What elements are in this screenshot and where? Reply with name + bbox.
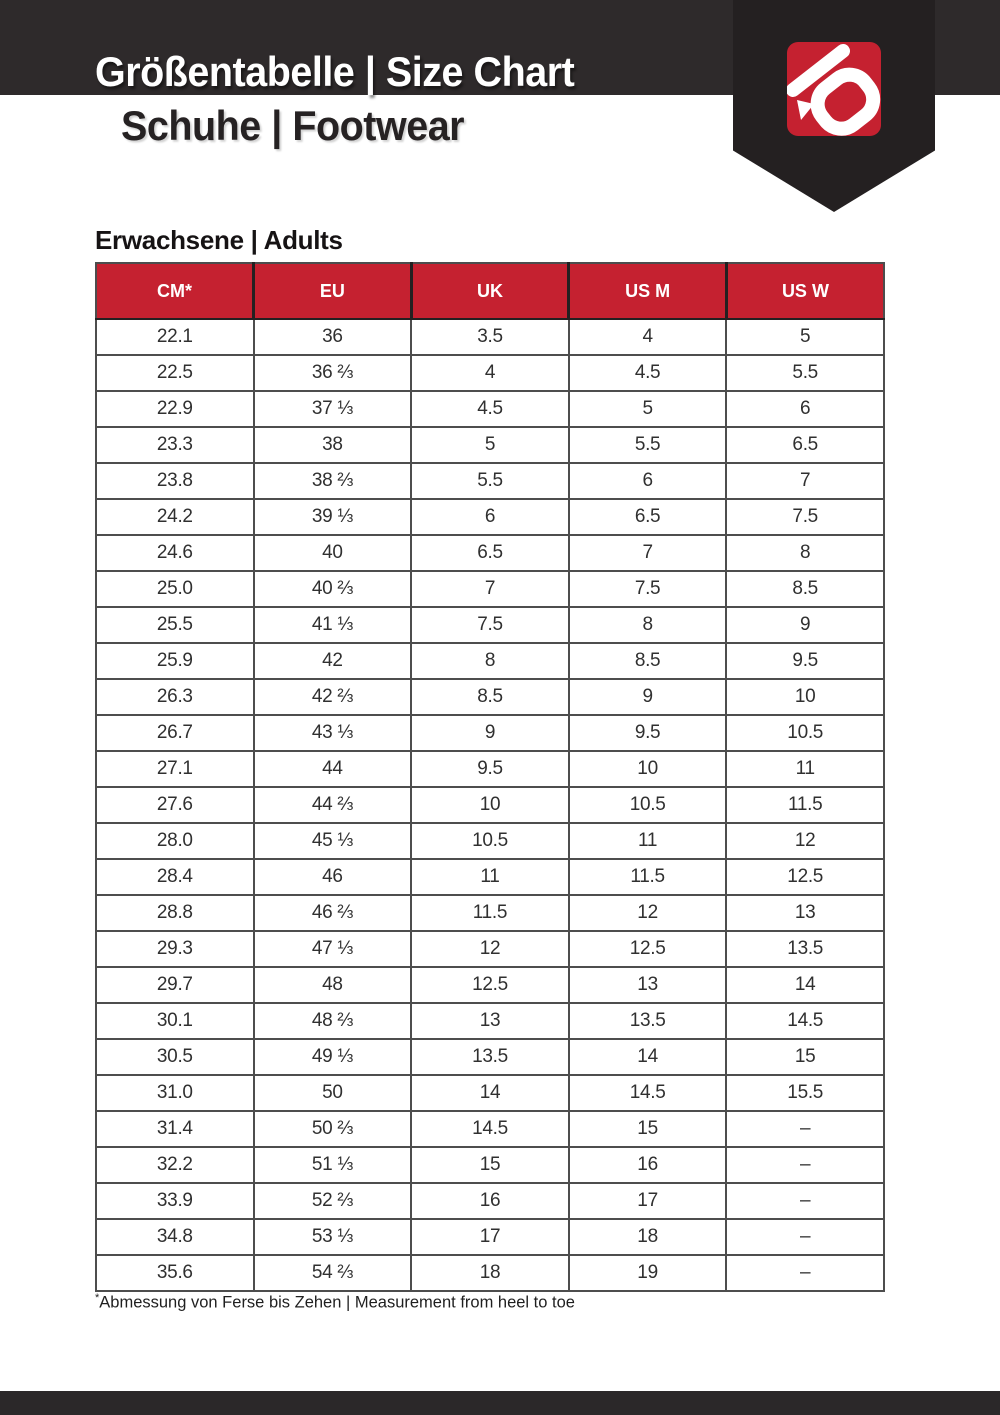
table-cell: 42 <box>254 643 412 679</box>
table-cell: 4 <box>569 319 727 355</box>
table-cell: 24.2 <box>96 499 254 535</box>
col-header-eu: EU <box>254 263 412 319</box>
table-cell: 6 <box>569 463 727 499</box>
table-cell: 19 <box>569 1255 727 1291</box>
table-cell: 4 <box>411 355 569 391</box>
table-cell: 14.5 <box>726 1003 884 1039</box>
table-cell: 40 ⅔ <box>254 571 412 607</box>
table-cell: 14.5 <box>411 1111 569 1147</box>
table-cell: 14 <box>569 1039 727 1075</box>
table-cell: 4.5 <box>411 391 569 427</box>
table-cell: 13.5 <box>569 1003 727 1039</box>
table-cell: – <box>726 1255 884 1291</box>
table-row <box>96 751 884 787</box>
table-cell: 18 <box>569 1219 727 1255</box>
table-cell: 8 <box>569 607 727 643</box>
table-cell: 12.5 <box>411 967 569 1003</box>
table-cell: 12 <box>411 931 569 967</box>
table-cell: 36 ⅔ <box>254 355 412 391</box>
table-cell: 30.5 <box>96 1039 254 1075</box>
table-cell: 7.5 <box>726 499 884 535</box>
table-cell: 35.6 <box>96 1255 254 1291</box>
table-row <box>96 535 884 571</box>
table-cell: – <box>726 1147 884 1183</box>
table-cell: 10 <box>569 751 727 787</box>
table-cell: 41 ⅓ <box>254 607 412 643</box>
table-cell: 9.5 <box>411 751 569 787</box>
table-cell: 25.5 <box>96 607 254 643</box>
table-cell: 24.6 <box>96 535 254 571</box>
table-row <box>96 859 884 895</box>
table-cell: 10.5 <box>569 787 727 823</box>
table-cell: 23.8 <box>96 463 254 499</box>
table-row <box>96 823 884 859</box>
table-cell: 10.5 <box>726 715 884 751</box>
table-cell: 16 <box>411 1183 569 1219</box>
brand-pennant <box>733 0 935 212</box>
table-cell: 27.1 <box>96 751 254 787</box>
table-row <box>96 607 884 643</box>
table-cell: 9 <box>569 679 727 715</box>
table-cell: 3.5 <box>411 319 569 355</box>
table-cell: 32.2 <box>96 1147 254 1183</box>
col-header-usw: US W <box>726 263 884 319</box>
table-cell: 12 <box>569 895 727 931</box>
table-cell: 43 ⅓ <box>254 715 412 751</box>
table-cell: 15 <box>411 1147 569 1183</box>
table-cell: 9.5 <box>726 643 884 679</box>
table-row <box>96 1255 884 1291</box>
table-cell: 14 <box>726 967 884 1003</box>
table-cell: 31.0 <box>96 1075 254 1111</box>
table-cell: 22.9 <box>96 391 254 427</box>
table-cell: 11.5 <box>726 787 884 823</box>
table-cell: 22.1 <box>96 319 254 355</box>
table-cell: 17 <box>569 1183 727 1219</box>
table-row <box>96 571 884 607</box>
table-cell: 5 <box>411 427 569 463</box>
table-cell: 9 <box>411 715 569 751</box>
table-cell: 48 ⅔ <box>254 1003 412 1039</box>
table-cell: 4.5 <box>569 355 727 391</box>
table-row <box>96 355 884 391</box>
table-cell: 13.5 <box>411 1039 569 1075</box>
table-row <box>96 931 884 967</box>
table-cell: – <box>726 1183 884 1219</box>
table-cell: 11 <box>569 823 727 859</box>
table-row <box>96 643 884 679</box>
table-cell: 11 <box>411 859 569 895</box>
table-cell: 22.5 <box>96 355 254 391</box>
table-cell: 12 <box>726 823 884 859</box>
table-cell: 28.0 <box>96 823 254 859</box>
table-row <box>96 499 884 535</box>
footnote-text: Abmessung von Ferse bis Zehen | Measurement from heel to toe <box>99 1293 575 1312</box>
table-cell: 54 ⅔ <box>254 1255 412 1291</box>
col-header-cm: CM* <box>96 263 254 319</box>
table-row <box>96 1003 884 1039</box>
table-row <box>96 715 884 751</box>
table-row <box>96 427 884 463</box>
table-row <box>96 463 884 499</box>
table-row <box>96 391 884 427</box>
table-cell: 52 ⅔ <box>254 1183 412 1219</box>
table-cell: 49 ⅓ <box>254 1039 412 1075</box>
table-row <box>96 1219 884 1255</box>
table-cell: 38 ⅔ <box>254 463 412 499</box>
section-heading: Erwachsene | Adults <box>95 225 343 255</box>
table-cell: 44 <box>254 751 412 787</box>
col-header-usm: US M <box>569 263 727 319</box>
table-cell: 15.5 <box>726 1075 884 1111</box>
table-cell: 25.9 <box>96 643 254 679</box>
table-cell: 6.5 <box>569 499 727 535</box>
table-cell: 44 ⅔ <box>254 787 412 823</box>
table-cell: 40 <box>254 535 412 571</box>
table-cell: 18 <box>411 1255 569 1291</box>
table-cell: 10 <box>726 679 884 715</box>
table-cell: 5.5 <box>411 463 569 499</box>
table-cell: 25.0 <box>96 571 254 607</box>
table-cell: 9 <box>726 607 884 643</box>
table-cell: 8.5 <box>726 571 884 607</box>
table-row <box>96 679 884 715</box>
table-cell: 5 <box>726 319 884 355</box>
table-cell: 36 <box>254 319 412 355</box>
col-header-uk: UK <box>411 263 569 319</box>
table-row <box>96 1039 884 1075</box>
table-cell: 42 ⅔ <box>254 679 412 715</box>
table-cell: 7 <box>569 535 727 571</box>
table-cell: 8.5 <box>569 643 727 679</box>
size-table-body <box>96 319 884 1291</box>
table-row <box>96 1147 884 1183</box>
table-cell: 10 <box>411 787 569 823</box>
table-row <box>96 787 884 823</box>
table-cell: – <box>726 1219 884 1255</box>
table-cell: 12.5 <box>569 931 727 967</box>
table-cell: 8 <box>726 535 884 571</box>
table-cell: 28.8 <box>96 895 254 931</box>
five-ten-logo-icon <box>787 42 881 136</box>
table-cell: 28.4 <box>96 859 254 895</box>
size-table <box>95 262 885 1292</box>
table-row <box>96 895 884 931</box>
table-cell: 14.5 <box>569 1075 727 1111</box>
table-cell: 13.5 <box>726 931 884 967</box>
table-cell: 5 <box>569 391 727 427</box>
table-cell: 26.3 <box>96 679 254 715</box>
table-row <box>96 1075 884 1111</box>
footnote-asterisk: * <box>95 1292 100 1304</box>
page-title-secondary: Schuhe | Footwear <box>121 102 465 149</box>
table-row <box>96 967 884 1003</box>
table-cell: 11.5 <box>569 859 727 895</box>
table-cell: 48 <box>254 967 412 1003</box>
table-cell: 50 ⅔ <box>254 1111 412 1147</box>
table-cell: 13 <box>569 967 727 1003</box>
table-cell: 33.9 <box>96 1183 254 1219</box>
table-cell: 10.5 <box>411 823 569 859</box>
table-cell: 29.3 <box>96 931 254 967</box>
table-cell: 12.5 <box>726 859 884 895</box>
footer-band <box>0 1391 1000 1415</box>
table-cell: 27.6 <box>96 787 254 823</box>
table-cell: 6.5 <box>726 427 884 463</box>
table-cell: 6.5 <box>411 535 569 571</box>
table-row <box>96 319 884 355</box>
table-cell: 51 ⅓ <box>254 1147 412 1183</box>
table-cell: 6 <box>411 499 569 535</box>
table-cell: 46 <box>254 859 412 895</box>
table-cell: 23.3 <box>96 427 254 463</box>
table-cell: 31.4 <box>96 1111 254 1147</box>
table-cell: 14 <box>411 1075 569 1111</box>
table-cell: 8.5 <box>411 679 569 715</box>
table-cell: 46 ⅔ <box>254 895 412 931</box>
table-row <box>96 1111 884 1147</box>
table-cell: 29.7 <box>96 967 254 1003</box>
table-cell: 53 ⅓ <box>254 1219 412 1255</box>
table-cell: 9.5 <box>569 715 727 751</box>
table-row <box>96 1183 884 1219</box>
table-cell: 26.7 <box>96 715 254 751</box>
table-cell: 50 <box>254 1075 412 1111</box>
table-cell: 6 <box>726 391 884 427</box>
table-cell: 30.1 <box>96 1003 254 1039</box>
table-cell: 17 <box>411 1219 569 1255</box>
table-cell: 13 <box>726 895 884 931</box>
page-title-primary: Größentabelle | Size Chart <box>95 48 575 95</box>
table-cell: 7 <box>411 571 569 607</box>
table-cell: 15 <box>726 1039 884 1075</box>
table-cell: 11 <box>726 751 884 787</box>
table-cell: 5.5 <box>726 355 884 391</box>
table-cell: 37 ⅓ <box>254 391 412 427</box>
table-cell: 5.5 <box>569 427 727 463</box>
table-cell: 38 <box>254 427 412 463</box>
table-cell: 45 ⅓ <box>254 823 412 859</box>
table-cell: 7.5 <box>411 607 569 643</box>
table-header-row <box>96 263 884 319</box>
table-cell: 13 <box>411 1003 569 1039</box>
table-cell: 7.5 <box>569 571 727 607</box>
footnote <box>95 1292 575 1313</box>
table-cell: 34.8 <box>96 1219 254 1255</box>
table-cell: 16 <box>569 1147 727 1183</box>
table-cell: 11.5 <box>411 895 569 931</box>
table-cell: 15 <box>569 1111 727 1147</box>
table-cell: 7 <box>726 463 884 499</box>
table-cell: – <box>726 1111 884 1147</box>
table-cell: 39 ⅓ <box>254 499 412 535</box>
table-cell: 47 ⅓ <box>254 931 412 967</box>
table-cell: 8 <box>411 643 569 679</box>
